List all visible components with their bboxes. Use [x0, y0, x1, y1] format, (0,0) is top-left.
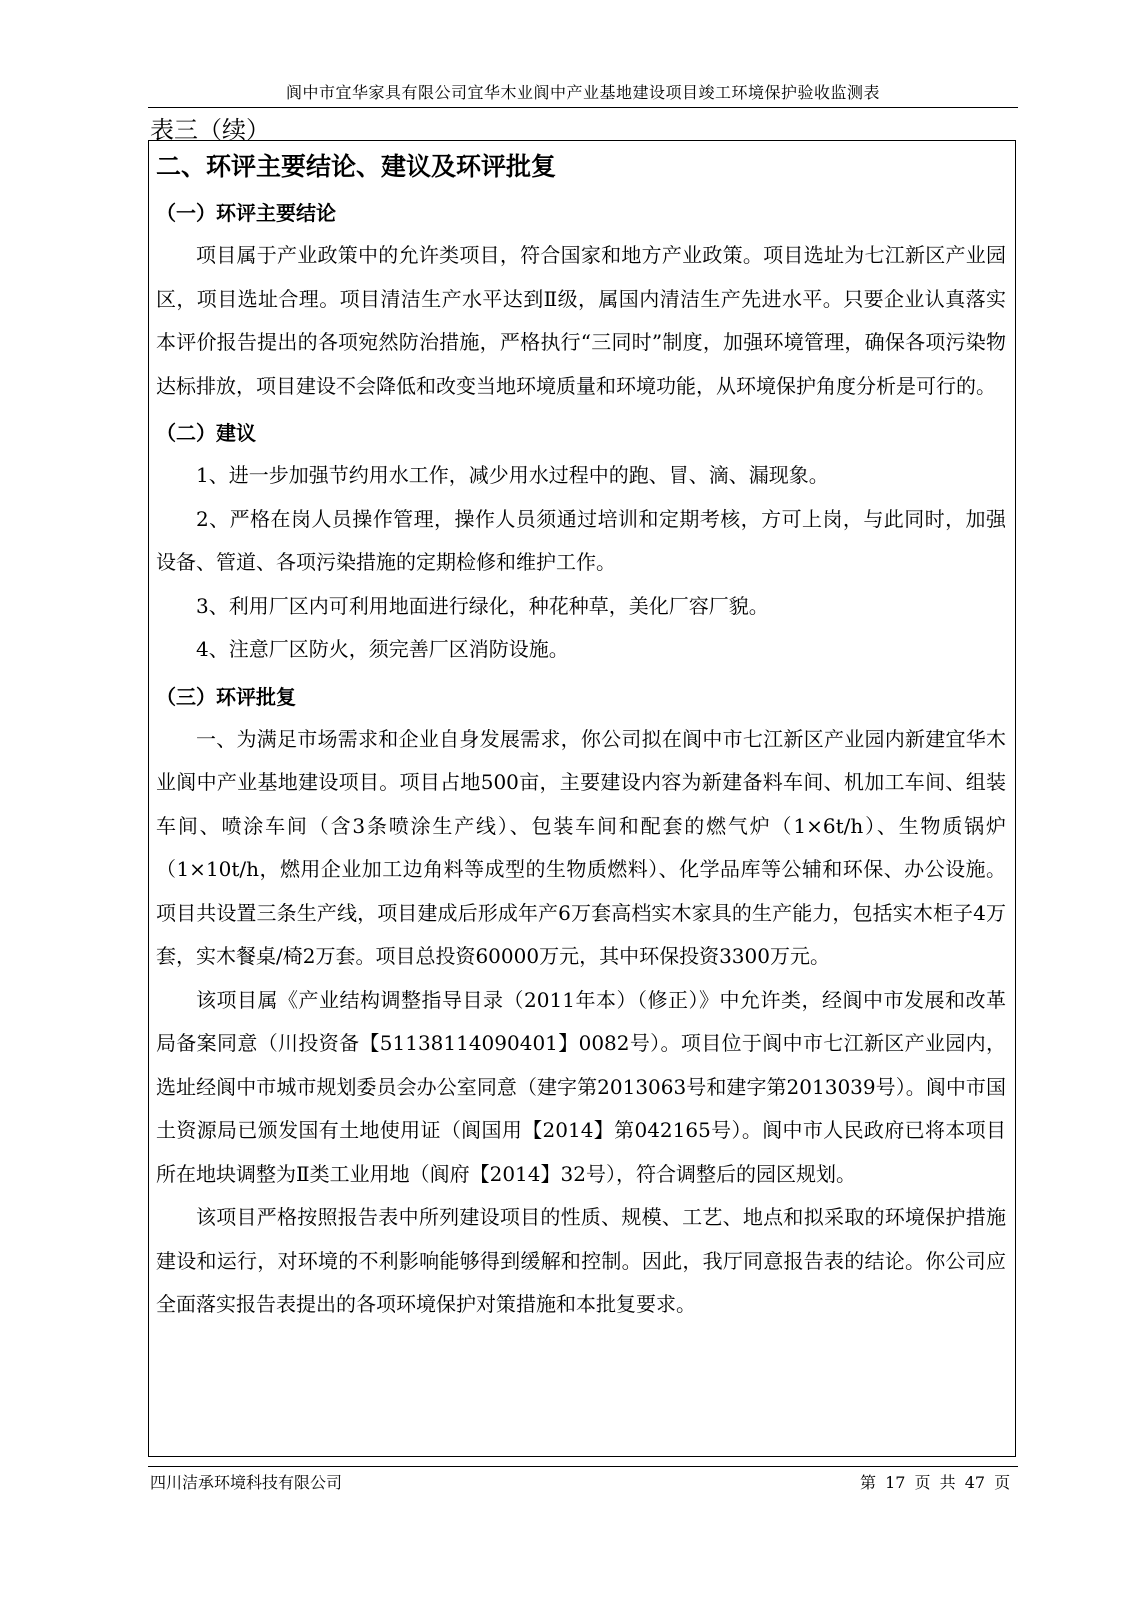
section-title: 二、环评主要结论、建议及环评批复 — [156, 152, 557, 181]
subsection-title-approval: （三）环评批复 — [156, 684, 296, 709]
table-caption: 表三（续） — [150, 116, 270, 144]
paragraph: 4、注意厂区防火，须完善厂区消防设施。 — [196, 637, 569, 661]
paragraph: 项目属于产业政策中的允许类项目，符合国家和地方产业政策。项目选址为七江新区产业园区，项目选址合理。项目清洁生产水平达到Ⅱ级，属国内清洁生产先进水平。只要企业认真落实本评价报告提出的各项宛然防治措施，严格执行“三同时”制度，加强环境管理，确保各项污染物达标排放，项目建设不会降低和改变当地环境质量和环境功能，从环境保护角度分析是可行的。 — [156, 243, 1006, 398]
header-rule — [148, 107, 1018, 108]
paragraph: 2、严格在岗人员操作管理，操作人员须通过培训和定期考核，方可上岗，与此同时，加强设备、管道、各项污染措施的定期检修和维护工作。 — [156, 506, 1006, 574]
footer-company: 四川洁承环境科技有限公司 — [150, 1473, 343, 1492]
paragraph: 3、利用厂区内可利用地面进行绿化，种花种草，美化厂容厂貌。 — [196, 593, 769, 618]
page-header: 阆中市宜华家具有限公司宜华木业阆中产业基地建设项目竣工环境保护验收监测表 — [285, 83, 880, 102]
footer-page-number: 第 17 页 共 47 页 — [860, 1473, 1011, 1492]
paragraph: 该项目严格按照报告表中所列建设项目的性质、规模、工艺、地点和拟采取的环境保护措施建设和运行，对环境的不利影响能够得到缓解和控制。因此，我厅同意报告表的结论。你公司应全面落实报告表提出的各项环境保护对策措施和本批复要求。 — [156, 1205, 1006, 1316]
paragraph: 1、进一步加强节约用水工作，减少用水过程中的跑、冒、滴、漏现象。 — [196, 463, 829, 487]
paragraph: 一、为满足市场需求和企业自身发展需求，你公司拟在阆中市七江新区产业园内新建宜华木业阆中产业基地建设项目。项目占地500亩，主要建设内容为新建备料车间、机加工车间、组装车间、喷涂车间（含3条喷涂生产线）、包装车间和配套的燃气炉（1×6t/h）、生物质锅炉（1×10t/h，燃用企业加工边角料等成型的生物质燃料）、化学品库等公辅和环保、办公设施。项目共设置三条生产线，项目建成后形成年产6万套高档实木家具的生产能力，包括实木柜子4万套，实木餐桌/椅2万套。项目总投资60000万元，其中环保投资3300万元。 — [156, 726, 1006, 968]
subsection-title-conclusions: （一）环评主要结论 — [156, 201, 336, 225]
table-content — [156, 140, 1006, 1327]
paragraph: 该项目属《产业结构调整指导目录（2011年本）（修正）》中允许类，经阆中市发展和改革局备案同意（川投资备【51138114090401】0082号）。项目位于阆中市七江新区产业园内，选址经阆中市城市规划委员会办公室同意（建字第2013063号和建字第2013039号）。阆中市国土资源局已颁发国有土地使用证（阆国用【2014】第042165号）。阆中市人民政府已将本项目所在地块调整为Ⅱ类工业用地（阆府【2014】32号），符合调整后的园区规划。 — [156, 987, 1006, 1186]
subsection-title-suggestions: （二）建议 — [156, 421, 256, 445]
footer-rule — [148, 1466, 1018, 1467]
